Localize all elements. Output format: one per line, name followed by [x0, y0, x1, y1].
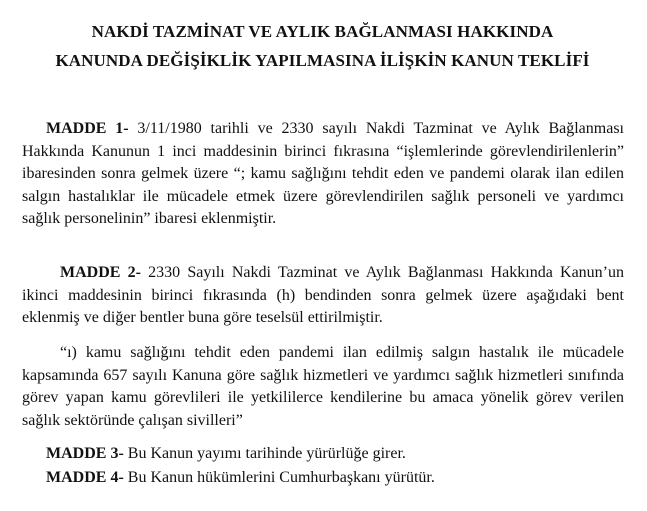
article-4-label: MADDE 4-: [46, 469, 124, 486]
article-3: [46, 443, 626, 466]
article-1-text: 3/11/1980 tarihli ve 2330 sayılı Nakdi Tazminat ve Aylık Bağlanması Hakkında Kanunun 1 inci maddesinin birinci fıkrasına “işlemlerinde görevlendirilenlerin” ibaresinden sonra gelmek üzere “; kamu sağlığını tehdit eden ve pandemi olarak ilan edilen salgın hastalıklar ile mücadele etmek üzere görevlendirilen sağlık personeli ve yardımcı sağlık personelinin” ibaresi eklenmiştir.: [22, 120, 624, 227]
document-title-line-1: NAKDİ TAZMİNAT VE AYLIK BAĞLANMASI HAKKINDA: [91, 22, 554, 41]
article-2-label: MADDE 2-: [60, 264, 141, 281]
article-4: [46, 467, 626, 490]
inserted-clause: “ı) kamu sağlığını tehdit eden pandemi ilan edilmiş salgın hastalık ile mücadele kapsamında 657 sayılı Kanuna göre sağlık hizmetleri ve yardımcı sağlık hizmetleri sınıfında görev yapan kamu görevlileri ile yetkililerce kendilerine bu amaca yönelik görev verilen sağlık sektöründe çalışan sivilleri”: [22, 344, 624, 429]
article-2-text: 2330 Sayılı Nakdi Tazminat ve Aylık Bağlanması Hakkında Kanun’un ikinci maddesinin birinci fıkrasında (h) bendinden sonra gelmek üzere aşağıdaki bent eklenmiş ve diğer bentler buna göre teselsül ettirilmiştir.: [22, 264, 624, 326]
article-1: [22, 118, 624, 231]
article-2: [22, 262, 624, 330]
document-title-line-2: KANUNDA DEĞİŞİKLİK YAPILMASINA İLİŞKİN KANUN TEKLİFİ: [55, 51, 590, 70]
article-3-text: Bu Kanun yayımı tarihinde yürürlüğe girer.: [127, 445, 406, 462]
article-4-text: Bu Kanun hükümlerini Cumhurbaşkanı yürütür.: [127, 469, 435, 486]
article-1-label: MADDE 1-: [46, 120, 129, 137]
article-3-label: MADDE 3-: [46, 445, 124, 462]
